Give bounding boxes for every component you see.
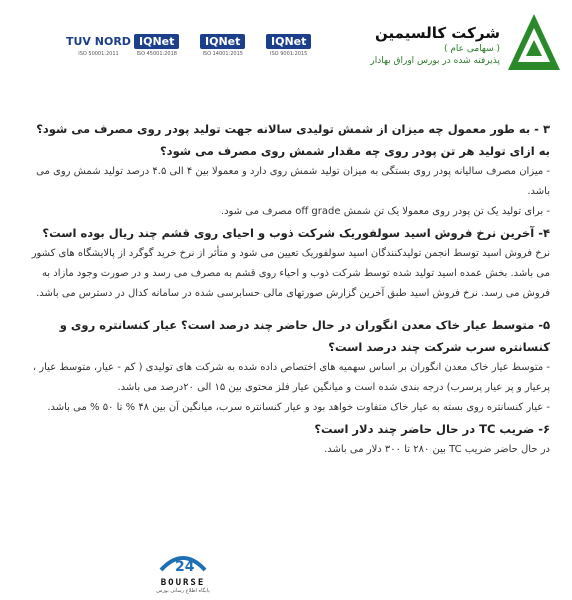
cert-iqnet-45001 (134, 30, 179, 57)
cert-tuv-nord (66, 30, 131, 57)
bourse-watermark (128, 550, 238, 600)
answer-5a: - متوسط عیار خاک معدن انگوران بر اساس سهمیه های اختصاص داده شده به شرکت های تولیدی ( کم - عیار، متوسط عیار ، پرعیار و پر عیار پرسرب) درجه بندی شده است و میانگین عیار فلز محتوی بین ۱۵ الی ۲۰درصد می باشد. (32, 362, 550, 393)
answer-5b: - عیار کنسانتره روی بسته به عیار خاک متفاوت خواهد بود و عیار کنسانتره سرب، میانگین آن بین ۴۸ % تا ۵۰ % می باشد. (47, 402, 550, 413)
question-6: ۶- ضریب TC در حال حاضر چند دلار است؟ (314, 422, 550, 436)
company-type: ( سهامی عام ) (443, 44, 500, 54)
cert-iso: ISO 50001:2011 (78, 51, 119, 57)
bourse-logo-icon (155, 550, 211, 574)
iqnet-logo: IQNet (200, 34, 245, 49)
answer-3b: - برای تولید یک تن پودر روی معمولا یک تن شمش off grade مصرف می شود. (220, 206, 550, 217)
qa-content (24, 118, 550, 460)
cert-iso: ISO 14001:2015 (202, 51, 243, 57)
question-3: ۳ - به طور معمول چه میزان از شمش تولیدی سالانه جهت تولید پودر روی مصرف می شود؟ به ازای تولید هر تن پودر روی چه مقدار شمش روی مصرف می شود؟ (36, 122, 550, 158)
company-name: شرکت کالسیمین (375, 24, 500, 42)
question-5: ۵- متوسط عیار خاک معدن انگوران در حال حاضر چند درصد است؟ عیار کنسانتره روی و کنسانتره سرب شرکت چند درصد است؟ (59, 318, 550, 354)
cert-iqnet-14001 (200, 30, 245, 57)
company-block (370, 24, 500, 66)
iqnet-logo: IQNet (266, 34, 311, 49)
bourse-wordmark: BOURSE (160, 578, 206, 588)
iqnet-logo: IQNet (134, 34, 179, 49)
answer-6: در حال حاضر ضریب TC بین ۲۸۰ تا ۳۰۰ دلار می باشد. (324, 444, 550, 455)
bourse-tagline: پایگاه اطلاع رسانی بورس (156, 588, 210, 594)
tuv-nord-logo: TUV NORD (66, 35, 131, 48)
svg-text:24: 24 (175, 559, 195, 574)
cert-iso: ISO 9001:2015 (270, 51, 308, 57)
answer-3a: - میزان مصرف سالیانه پودر روی بستگی به میزان تولید شمش روی دارد و معمولا بین ۴ الی ۴.۵ درصد تولید شمش روی می باشد. (36, 166, 550, 197)
cert-iqnet-9001 (266, 30, 311, 57)
cert-iso: ISO 45001:2018 (136, 51, 177, 57)
letterhead (0, 0, 572, 100)
calcimin-logo (506, 12, 562, 74)
listing-note: پذیرفته شده در بورس اوراق بهادار (370, 56, 500, 66)
question-4: ۴- آخرین نرخ فروش اسید سولفوریک شرکت ذوب و احیای روی قشم چند ریال بوده است؟ (42, 226, 550, 240)
answer-4: نرخ فروش اسید توسط انجمن تولیدکنندگان اسید سولفوریک تعیین می شود و متأثر از نرخ خرید گوگرد از پالایشگاه های کشور می باشد. بخش عمده اسید تولید شده توسط شرکت ذوب و احیاء روی قشم به مصرف می رسد و در صورت وجود مازاد به فروش می رسد. نرخ فروش اسید طبق آخرین گزارش صورتهای مالی حسابرسی شده در سامانه کدال در دسترس می باشد. (31, 248, 550, 299)
